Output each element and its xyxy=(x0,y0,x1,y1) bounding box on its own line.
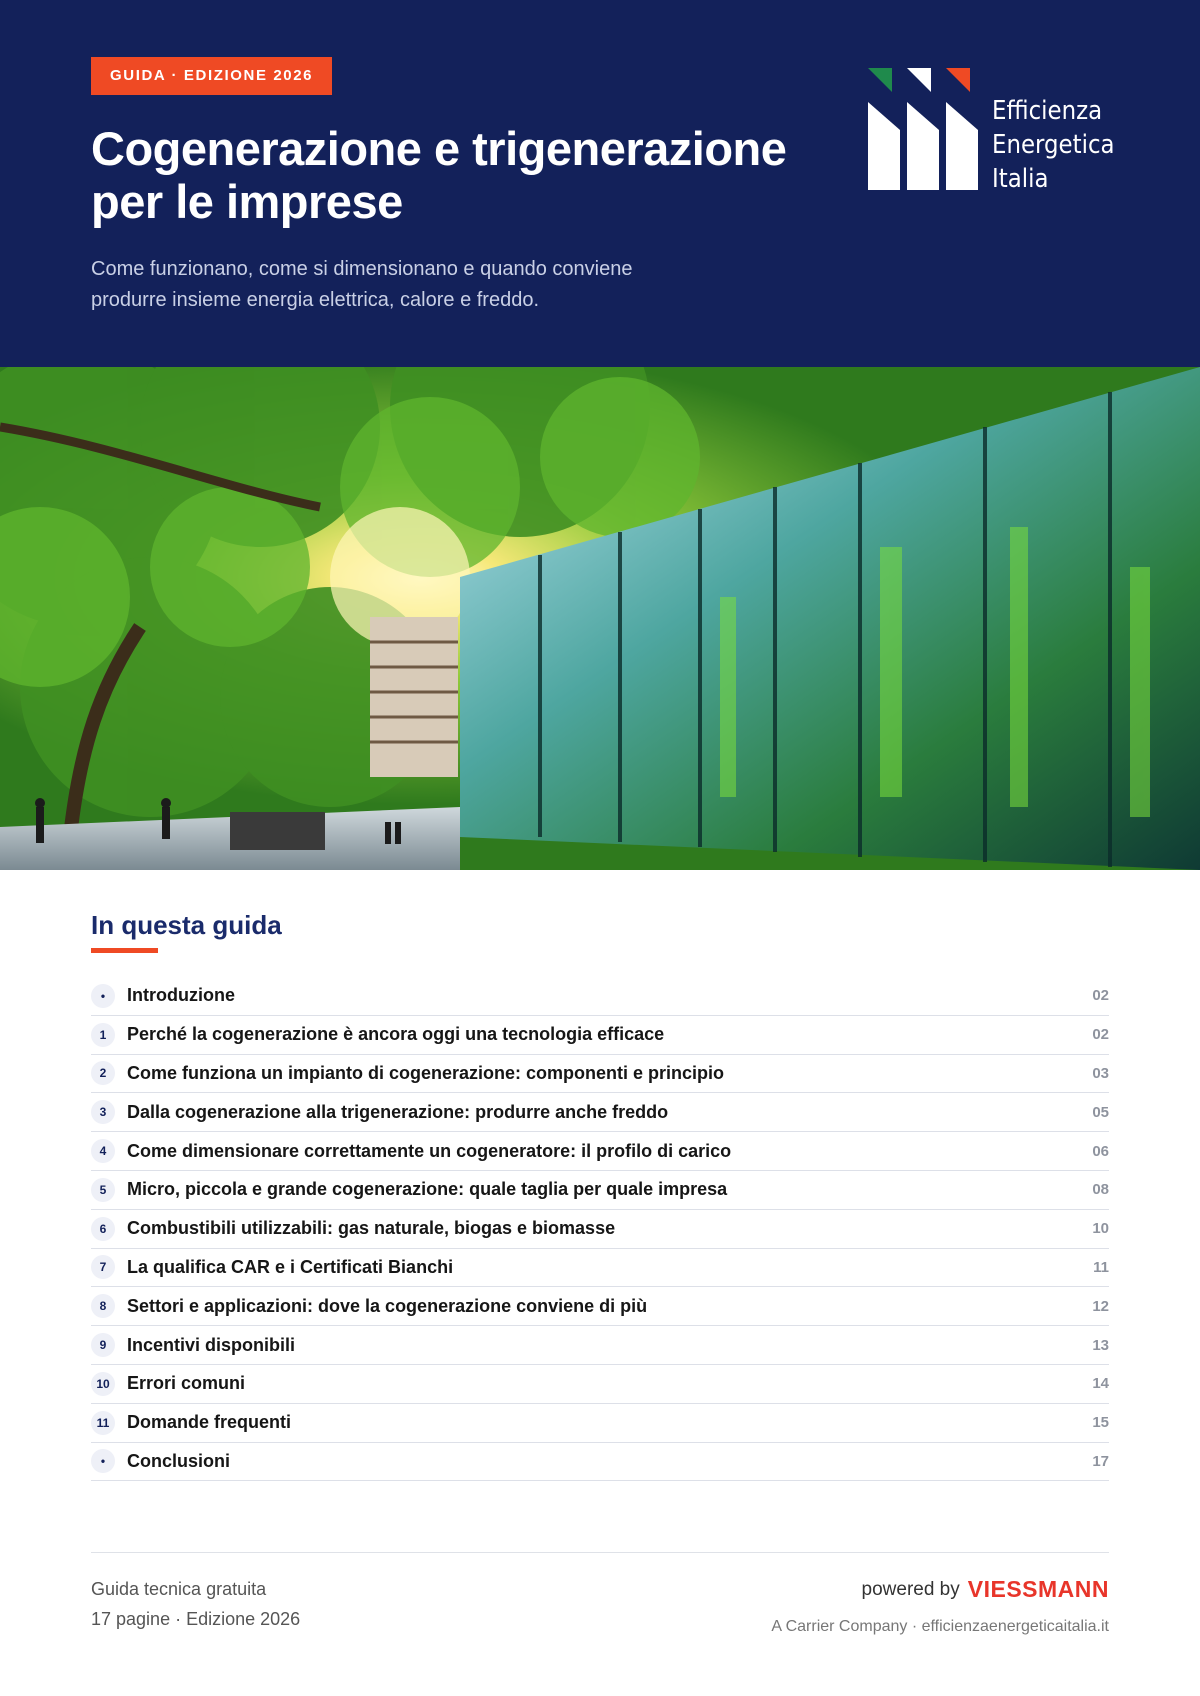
toc-item[interactable] xyxy=(91,1132,1109,1171)
toc-item[interactable] xyxy=(91,1171,1109,1210)
toc-item[interactable] xyxy=(91,1055,1109,1094)
toc-title-underline xyxy=(91,948,158,953)
toc-item-page: 03 xyxy=(1092,1064,1109,1082)
toc-item[interactable] xyxy=(91,977,1109,1016)
toc-item-label: Incentivi disponibili xyxy=(127,1334,296,1355)
toc-item-page: 02 xyxy=(1092,987,1109,1005)
toc-item-label: Combustibili utilizzabili: gas naturale, biogas e biomasse xyxy=(127,1218,616,1239)
toc-item-number: 1 xyxy=(91,1023,115,1047)
toc-item-number: 11 xyxy=(91,1411,115,1435)
logo-line-1: Efficienza xyxy=(992,96,1103,126)
toc-item[interactable] xyxy=(91,1365,1109,1404)
toc-item-label: Conclusioni xyxy=(127,1450,230,1471)
toc-item-label: Errori comuni xyxy=(127,1373,246,1394)
toc-item-number: • xyxy=(91,1449,115,1473)
toc-item-page: 15 xyxy=(1092,1414,1109,1432)
edition-badge: GUIDA · EDIZIONE 2026 xyxy=(91,57,332,95)
footer-website[interactable]: A Carrier Company · efficienzaenergeticaitalia.it xyxy=(771,1618,1109,1635)
toc-item-page: 06 xyxy=(1092,1142,1109,1160)
powered-by xyxy=(862,1576,1109,1603)
toc-item-page: 11 xyxy=(1093,1258,1109,1276)
toc-item-page: 08 xyxy=(1092,1181,1109,1199)
toc-item-label: Come dimensionare correttamente un cogeneratore: il profilo di carico xyxy=(127,1140,732,1161)
toc-item-number: 5 xyxy=(91,1178,115,1202)
toc-item[interactable] xyxy=(91,1249,1109,1288)
page-title: Cogenerazione e trigenerazione per le imprese xyxy=(91,122,787,228)
powered-by-label: powered by xyxy=(861,1578,960,1600)
logo-text xyxy=(992,94,1115,196)
cover-header xyxy=(0,0,1200,367)
toc-item-number: 2 xyxy=(91,1061,115,1085)
toc-item[interactable] xyxy=(91,1404,1109,1443)
toc-item-label: Come funziona un impianto di cogenerazione: componenti e principio xyxy=(127,1062,725,1083)
toc-item-page: 13 xyxy=(1092,1336,1109,1354)
toc-item-label: Domande frequenti xyxy=(127,1412,292,1433)
toc-item-number: • xyxy=(91,984,115,1008)
logo-mark-icon xyxy=(868,68,980,190)
toc-item-number: 7 xyxy=(91,1255,115,1279)
toc-item[interactable] xyxy=(91,1443,1109,1482)
toc-item-number: 6 xyxy=(91,1217,115,1241)
toc-item-number: 8 xyxy=(91,1294,115,1318)
hero-photo-trees-glass-building-icon xyxy=(0,367,1200,870)
toc-item-label: La qualifica CAR e i Certificati Bianchi xyxy=(127,1256,454,1277)
toc-item-label: Dalla cogenerazione alla trigenerazione: produrre anche freddo xyxy=(127,1101,669,1122)
toc-item-page: 02 xyxy=(1092,1026,1109,1044)
toc-item-page: 12 xyxy=(1092,1297,1109,1315)
footer-page-count: 17 pagine · Edizione 2026 xyxy=(91,1609,301,1629)
toc-item-page: 10 xyxy=(1092,1220,1109,1238)
hero-photo xyxy=(0,367,1200,870)
toc-item-label: Introduzione xyxy=(127,985,235,1006)
footer-divider xyxy=(91,1552,1109,1553)
toc-item[interactable] xyxy=(91,1093,1109,1132)
toc-item-number: 4 xyxy=(91,1139,115,1163)
efficienza-energetica-logo xyxy=(868,68,1118,198)
logo-line-2: Energetica xyxy=(992,130,1115,160)
toc-item-number: 9 xyxy=(91,1333,115,1357)
toc-item-page: 14 xyxy=(1092,1375,1109,1393)
toc-item-label: Settori e applicazioni: dove la cogenerazione conviene di più xyxy=(127,1295,648,1316)
logo-line-3: Italia xyxy=(992,164,1049,194)
toc-item-label: Perché la cogenerazione è ancora oggi una tecnologia efficace xyxy=(127,1024,665,1045)
footer-guide-type: Guida tecnica gratuita xyxy=(91,1579,267,1599)
toc-item[interactable] xyxy=(91,1210,1109,1249)
toc-item-page: 17 xyxy=(1092,1452,1109,1470)
toc-item-number: 3 xyxy=(91,1100,115,1124)
toc-item[interactable] xyxy=(91,1326,1109,1365)
toc-item-label: Micro, piccola e grande cogenerazione: quale taglia per quale impresa xyxy=(127,1179,728,1200)
toc-item[interactable] xyxy=(91,1016,1109,1055)
page-subtitle: Come funzionano, come si dimensionano e quando conviene produrre insieme energia elettrica, calore e freddo. xyxy=(91,258,633,311)
toc-item[interactable] xyxy=(91,1287,1109,1326)
toc-title: In questa guida xyxy=(91,910,282,940)
toc-item-number: 10 xyxy=(91,1372,115,1396)
toc-item-page: 05 xyxy=(1092,1103,1109,1121)
viessmann-logo: VIESSMANN xyxy=(967,1576,1109,1602)
toc-list xyxy=(91,977,1109,1481)
